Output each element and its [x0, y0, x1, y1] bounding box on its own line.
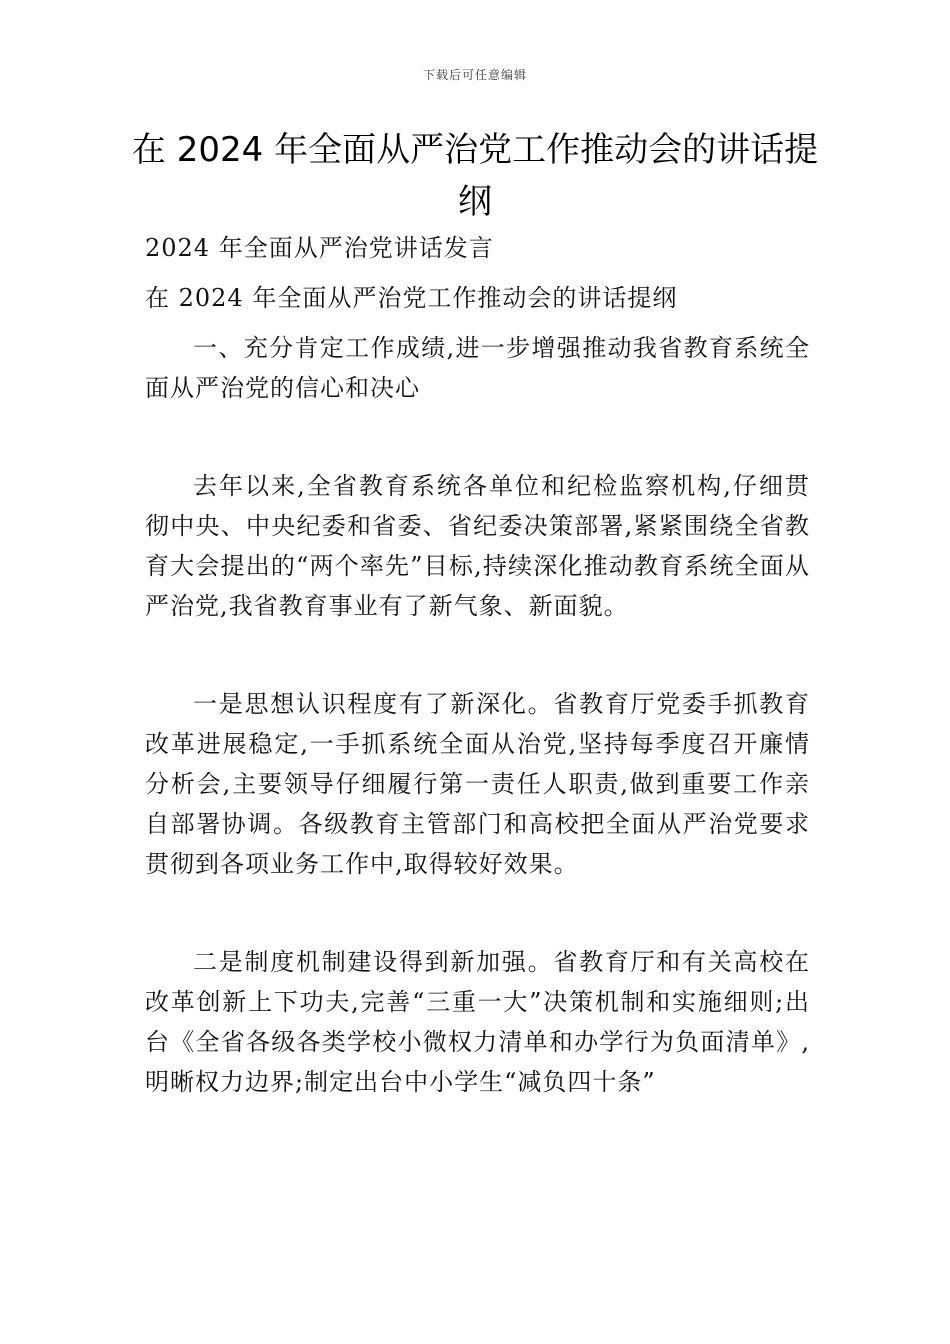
subtitle-line-1: 2024 年全面从严治党讲话发言: [145, 234, 494, 262]
header-note: 下载后可任意编辑: [422, 68, 527, 82]
paragraph-point-2: 二是制度机制建设得到新加强。省教育厅和有关高校在改革创新上下功夫,完善“三重一大”决策机制和实施细则;出台《全省各级各类学校小微权力清单和办学行为负面清单》,明晰权力边界;制定出台中小学生“减负四十条”: [145, 948, 810, 1096]
document-body: [145, 228, 810, 1102]
paragraph-point-1: 一是思想认识程度有了新深化。省教育厅党委手抓教育改革进展稳定,一手抓系统全面从治党,坚持每季度召开廉情分析会,主要领导仔细履行第一责任人职责,做到重要工作亲自部署协调。各级教育主管部门和高校把全面从严治党要求贯彻到各项业务工作中,取得较好效果。: [145, 690, 810, 878]
paragraph-intro: 去年以来,全省教育系统各单位和纪检监察机构,仔细贯彻中央、中央纪委和省委、省纪委决策部署,紧紧围绕全省教育大会提出的“两个率先”目标,持续深化推动教育系统全面从严治党,我省教育事业有了新气象、新面貌。: [145, 472, 810, 620]
document-title: 在 2024 年全面从严治党工作推动会的讲话提纲: [131, 130, 819, 222]
section-heading: 一、充分肯定工作成绩,进一步增强推动我省教育系统全面从严治党的信心和决心: [145, 334, 810, 402]
subtitle-line-2: 在 2024 年全面从严治党工作推动会的讲话提纲: [145, 284, 678, 312]
